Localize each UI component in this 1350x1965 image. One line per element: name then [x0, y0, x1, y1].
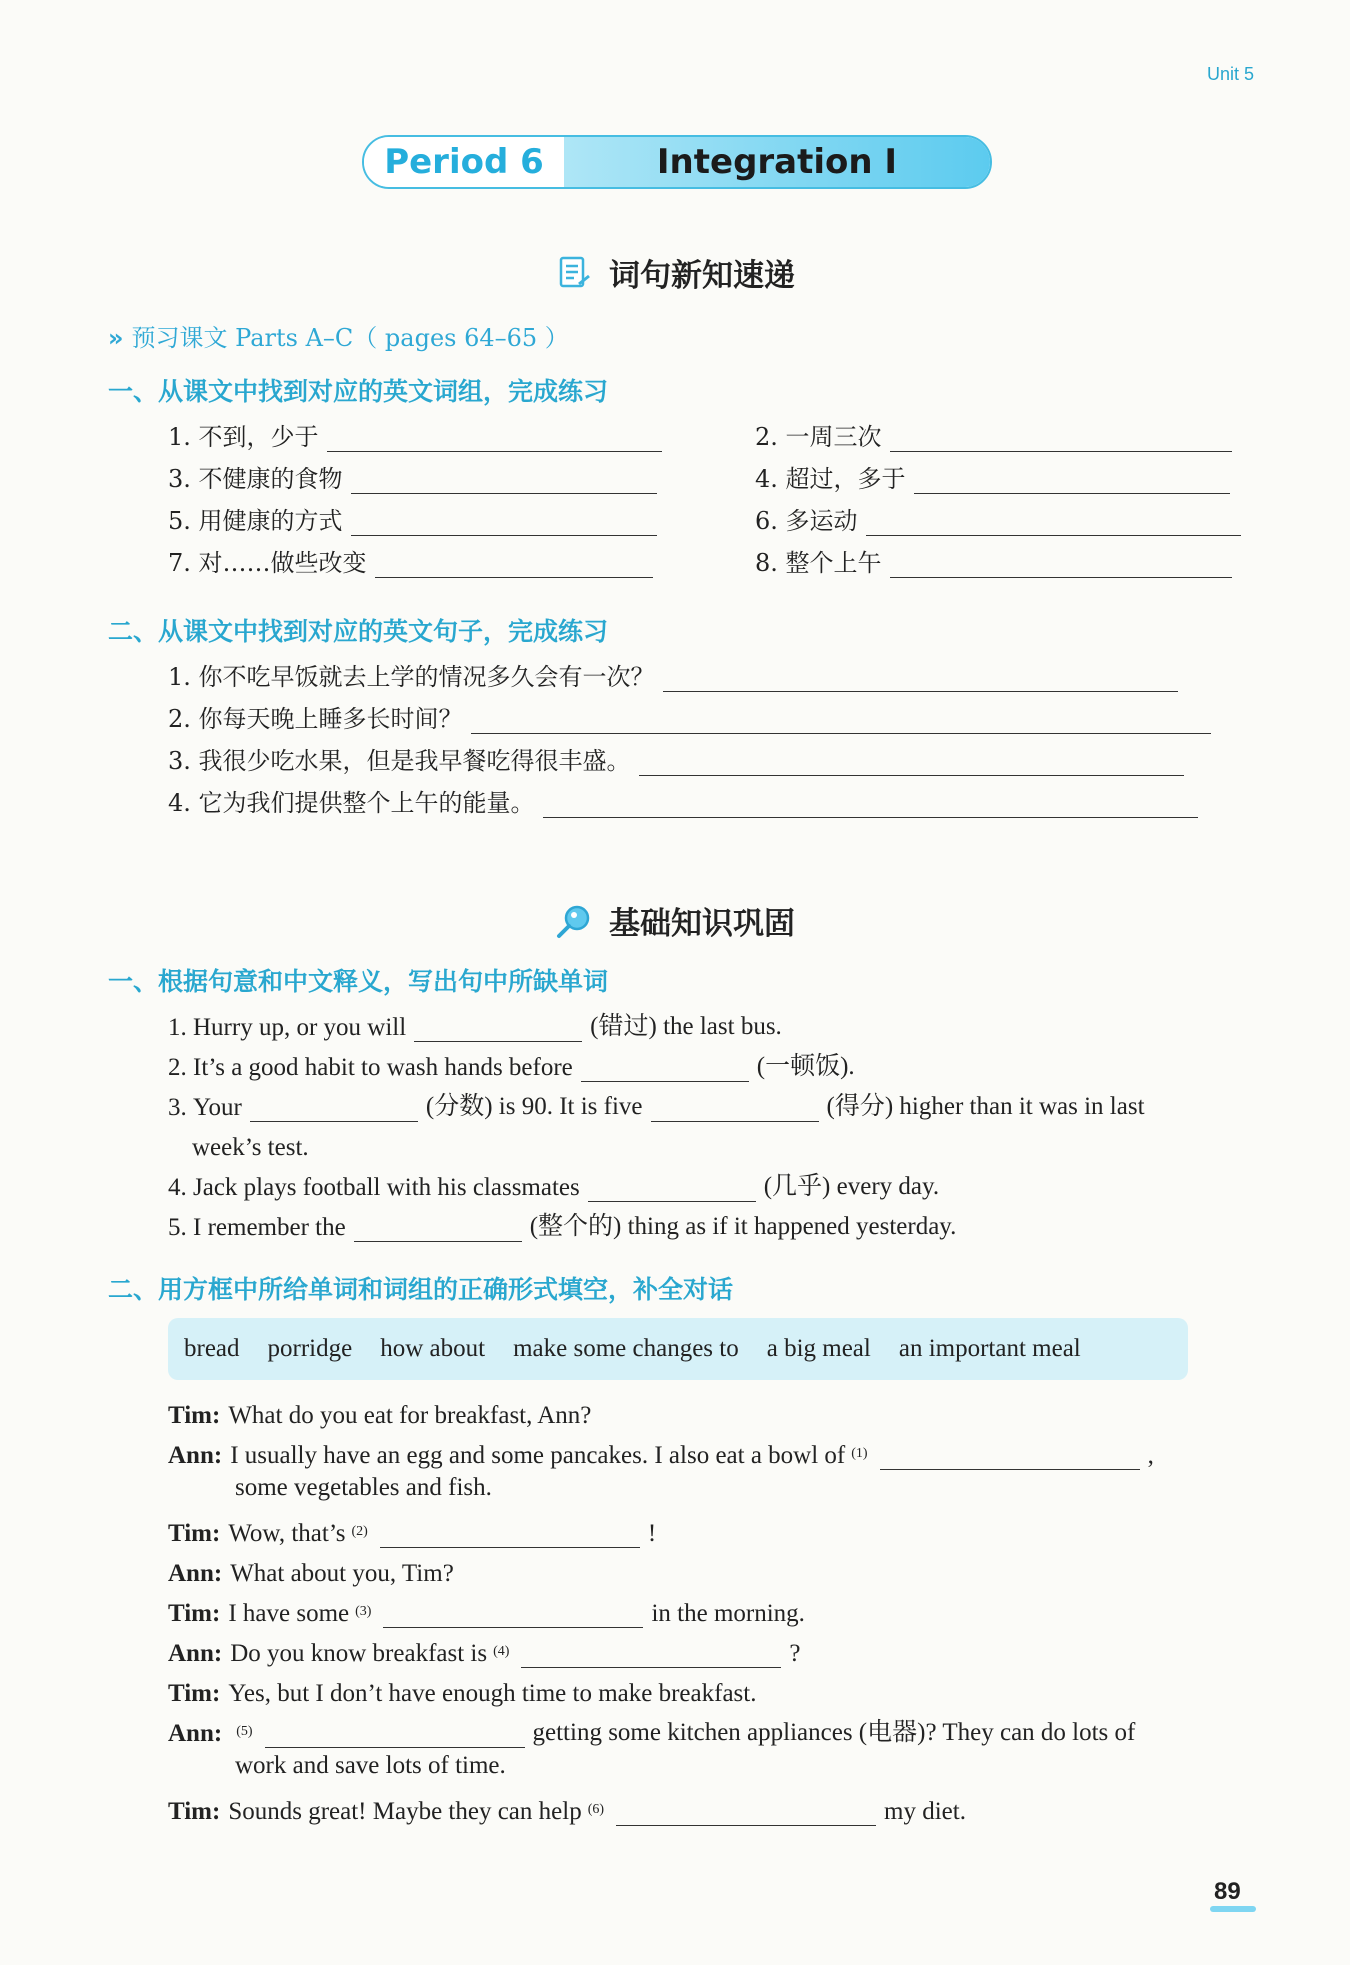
answer-blank[interactable] — [380, 1520, 640, 1548]
list-item — [755, 544, 1232, 578]
item-label: 6. 多运动 — [755, 507, 858, 535]
section-title-text: 基础知识巩固 — [609, 906, 795, 942]
sentence-text: Your — [193, 1094, 242, 1121]
list-item — [168, 658, 1178, 692]
answer-blank[interactable] — [327, 424, 662, 452]
exercise-sentence — [168, 1208, 956, 1242]
item-number: 3. — [168, 1094, 187, 1121]
dialogue-line — [168, 1792, 966, 1826]
speaker: Tim: — [168, 1600, 221, 1627]
answer-blank[interactable] — [351, 466, 657, 494]
double-chevron-icon: » — [108, 324, 124, 352]
list-item — [168, 418, 662, 452]
item-label: 2. 一周三次 — [755, 423, 882, 451]
speaker: Tim: — [168, 1520, 221, 1547]
line-text: Yes, but I don’t have enough time to make breakfast. — [228, 1680, 757, 1707]
blank-number: (2) — [351, 1524, 368, 1539]
item-label: 4. 超过，多于 — [755, 465, 906, 493]
dialogue-line — [168, 1554, 454, 1588]
sentence-text: (一顿饭). — [756, 1053, 855, 1080]
list-item — [168, 784, 1198, 818]
answer-blank[interactable] — [663, 664, 1178, 692]
line-text: , — [1147, 1442, 1154, 1469]
answer-blank[interactable] — [265, 1720, 525, 1748]
item-label: 4. 它为我们提供整个上午的能量。 — [168, 789, 535, 817]
phrase-exercise-heading: 一、从课文中找到对应的英文词组，完成练习 — [108, 377, 609, 406]
line-text: my diet. — [884, 1798, 966, 1825]
word-option: an important meal — [898, 1335, 1081, 1362]
blank-number: (3) — [355, 1604, 372, 1619]
period-label: Period 6 — [364, 137, 564, 187]
answer-blank[interactable] — [914, 466, 1230, 494]
answer-blank[interactable] — [250, 1094, 418, 1122]
item-number: 4. — [168, 1174, 187, 1201]
line-text: Sounds great! Maybe they can help — [228, 1798, 582, 1825]
line-text: in the morning. — [651, 1600, 805, 1627]
answer-blank[interactable] — [581, 1054, 749, 1082]
page-number-underline — [1210, 1906, 1256, 1912]
notes-icon — [555, 254, 593, 292]
dialogue-line — [168, 1634, 801, 1668]
answer-blank[interactable] — [383, 1600, 643, 1628]
word-option: make some changes to — [513, 1335, 739, 1362]
sentence-text: week’s test. — [192, 1134, 309, 1161]
page-number: 89 — [1214, 1878, 1241, 1905]
speaker: Ann: — [168, 1442, 223, 1469]
list-item — [168, 700, 1211, 734]
answer-blank[interactable] — [375, 550, 653, 578]
answer-blank[interactable] — [616, 1798, 876, 1826]
dialogue-line — [168, 1714, 1135, 1748]
section-title-vocab — [0, 250, 1350, 295]
word-option: a big meal — [766, 1335, 871, 1362]
list-item — [168, 460, 657, 494]
sentence-text: It’s a good habit to wash hands before — [193, 1054, 573, 1081]
exercise-sentence — [168, 1088, 1145, 1122]
sentence-text: (几乎) every day. — [763, 1173, 940, 1200]
dialogue-line — [168, 1514, 656, 1548]
sentence-text: (得分) higher than it was in last — [826, 1093, 1145, 1120]
period-title: Integration I — [564, 137, 990, 187]
list-item — [755, 502, 1241, 536]
section-title-basics — [0, 898, 1350, 943]
speaker: Tim: — [168, 1680, 221, 1707]
item-label: 3. 我很少吃水果，但是我早餐吃得很丰盛。 — [168, 747, 631, 775]
line-text: Wow, that’s — [228, 1520, 346, 1547]
list-item — [755, 460, 1230, 494]
answer-blank[interactable] — [588, 1174, 756, 1202]
preview-text: 预习课文 Parts A–C（ pages 64–65 ） — [131, 324, 569, 352]
item-number: 1. — [168, 1014, 187, 1041]
blank-number: (4) — [493, 1644, 510, 1659]
line-text: I have some — [228, 1600, 350, 1627]
line-text: ! — [647, 1520, 657, 1547]
item-label: 8. 整个上午 — [755, 549, 882, 577]
exercise-sentence — [168, 1008, 782, 1042]
item-label: 3. 不健康的食物 — [168, 465, 343, 493]
line-text: What about you, Tim? — [230, 1560, 454, 1587]
sentence-text: Hurry up, or you will — [193, 1014, 407, 1041]
period-banner — [362, 135, 992, 189]
word-option: how about — [380, 1335, 486, 1362]
answer-blank[interactable] — [639, 748, 1184, 776]
sentence-text: I remember the — [193, 1214, 346, 1241]
line-text: What do you eat for breakfast, Ann? — [228, 1402, 592, 1429]
unit-label: Unit 5 — [1206, 64, 1254, 84]
sentence-text: (整个的) thing as if it happened yesterday. — [529, 1213, 957, 1240]
answer-blank[interactable] — [471, 706, 1211, 734]
answer-blank[interactable] — [866, 508, 1241, 536]
speaker: Ann: — [168, 1720, 223, 1747]
line-text: Do you know breakfast is — [230, 1640, 488, 1667]
item-label: 2. 你每天晚上睡多长时间？ — [168, 705, 463, 733]
dialogue-line — [168, 1674, 756, 1708]
word-option: porridge — [267, 1335, 353, 1362]
sentence-text: (错过) the last bus. — [590, 1013, 782, 1040]
answer-blank[interactable] — [890, 550, 1232, 578]
list-item — [168, 544, 653, 578]
list-item — [755, 418, 1232, 452]
speaker: Ann: — [168, 1560, 223, 1587]
speaker: Ann: — [168, 1640, 223, 1667]
speaker: Tim: — [168, 1798, 221, 1825]
dialogue-line — [168, 1594, 805, 1628]
item-label: 1. 不到，少于 — [168, 423, 319, 451]
answer-blank[interactable] — [890, 424, 1232, 452]
magnifier-icon — [555, 902, 593, 940]
answer-blank[interactable] — [351, 508, 657, 536]
exercise-sentence — [168, 1168, 939, 1202]
exercise-sentence-continued — [192, 1128, 309, 1162]
sentence-exercise-heading: 二、从课文中找到对应的英文句子，完成练习 — [108, 617, 609, 646]
item-label: 1. 你不吃早饭就去上学的情况多久会有一次？ — [168, 663, 655, 691]
item-label: 5. 用健康的方式 — [168, 507, 343, 535]
section-title-text: 词句新知速递 — [609, 258, 795, 294]
dialogue-continued: work and save lots of time. — [235, 1752, 506, 1779]
dialogue-line — [168, 1436, 1154, 1470]
word-option: bread — [184, 1335, 240, 1362]
answer-blank[interactable] — [521, 1640, 781, 1668]
list-item — [168, 502, 657, 536]
line-text: I usually have an egg and some pancakes. I also eat a bowl of — [230, 1442, 846, 1469]
answer-blank[interactable] — [880, 1442, 1140, 1470]
fill-word-heading: 一、根据句意和中文释义，写出句中所缺单词 — [108, 967, 609, 996]
sentence-text: (分数) is 90. It is five — [425, 1093, 643, 1120]
item-number: 2. — [168, 1054, 187, 1081]
answer-blank[interactable] — [651, 1094, 819, 1122]
item-number: 5. — [168, 1214, 187, 1241]
answer-blank[interactable] — [414, 1014, 582, 1042]
line-text: ? — [789, 1640, 801, 1667]
word-box — [168, 1318, 1188, 1380]
answer-blank[interactable] — [354, 1214, 522, 1242]
list-item — [168, 742, 1184, 776]
preview-note — [108, 318, 569, 353]
dialogue-heading: 二、用方框中所给单词和词组的正确形式填空，补全对话 — [108, 1275, 734, 1304]
item-label: 7. 对……做些改变 — [168, 549, 367, 577]
exercise-sentence — [168, 1048, 855, 1082]
blank-number: (1) — [851, 1446, 868, 1461]
blank-number: (5) — [236, 1724, 253, 1739]
dialogue-continued: some vegetables and fish. — [235, 1474, 492, 1501]
answer-blank[interactable] — [543, 790, 1198, 818]
speaker: Tim: — [168, 1402, 221, 1429]
sentence-text: Jack plays football with his classmates — [193, 1174, 580, 1201]
blank-number: (6) — [587, 1802, 605, 1817]
dialogue-line — [168, 1396, 591, 1430]
line-text: getting some kitchen appliances (电器)? They can do lots of — [532, 1719, 1136, 1746]
